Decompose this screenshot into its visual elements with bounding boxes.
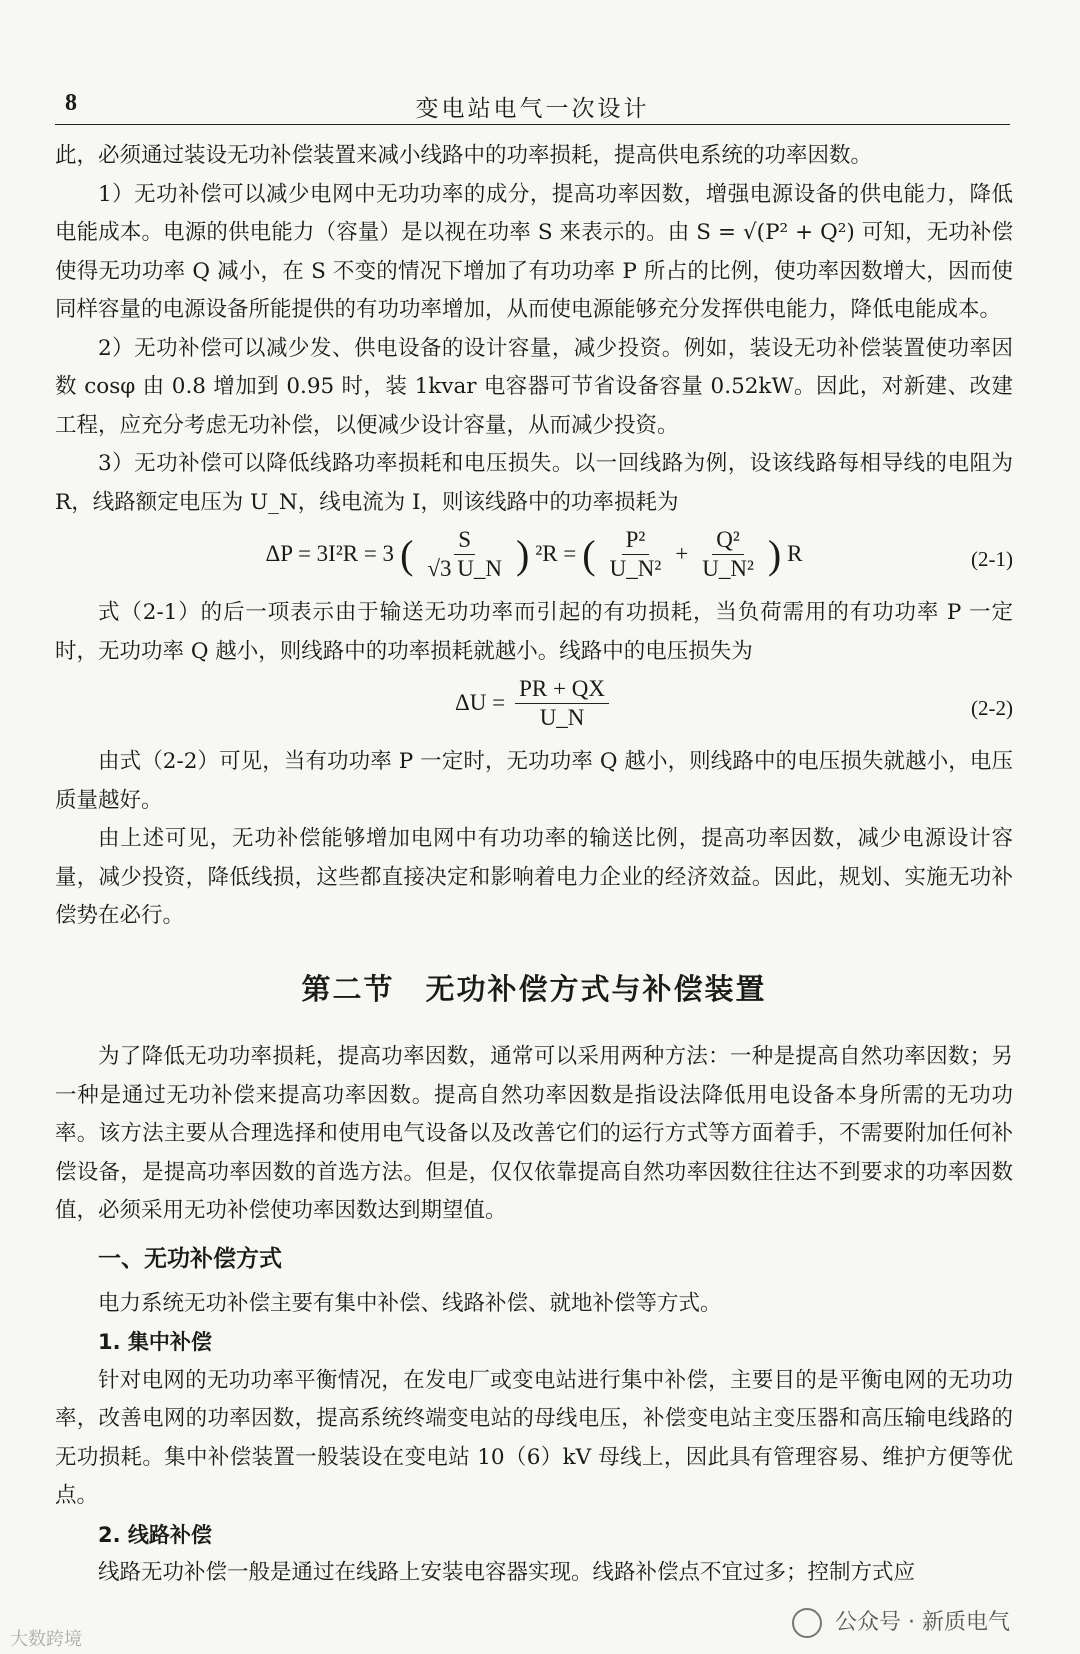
paragraph: 由上述可见，无功补偿能够增加电网中有功功率的输送比例，提高功率因数，减少电源设计容量，减少投资，降低线损，这些都直接决定和影响着电力企业的经济效益。因此，规划、实施无功补偿势在必行。 [55, 826, 1013, 928]
paragraph: 电力系统无功补偿主要有集中补偿、线路补偿、就地补偿等方式。 [98, 1290, 722, 1316]
paren-right: ) [767, 531, 782, 577]
paragraph: 线路无功补偿一般是通过在线路上安装电容器实现。线路补偿点不宜过多；控制方式应 [98, 1560, 916, 1585]
watermark [792, 1605, 1010, 1638]
paragraph: 式（2-1）的后一项表示由于输送无功功率而引起的有功损耗，当负荷需用的有功功率 P 一定时，无功功率 Q 越小，则线路中的功率损耗就越小。线路中的电压损失为 [55, 600, 1013, 664]
fraction-denominator: U_N² [702, 556, 754, 581]
fraction-numerator: Q² [712, 526, 744, 555]
fraction [423, 526, 506, 583]
plus-sign: + [675, 541, 689, 567]
corner-watermark: 大数跨境 [10, 1629, 82, 1650]
paren-right: ) [515, 531, 530, 577]
fraction-numerator: P² [622, 526, 650, 555]
page-number: 8 [65, 90, 77, 116]
page-header [55, 84, 1010, 125]
formula-lhs: ΔU = [455, 690, 506, 716]
item-heading: 2. 线路补偿 [98, 1522, 212, 1547]
formula-2-2 [55, 671, 1013, 743]
item-heading: 1. 集中补偿 [98, 1330, 212, 1354]
paragraph: 2）无功补偿可以减少发、供电设备的设计容量，减少投资。例如，装设无功补偿装置使功率因数 cosφ 由 0.8 增加到 0.95 时，装 1kvar 电容器可节省设备容量 0.52kW。因此，对新建、改建工程，应充分考虑无功补偿，以便减少设计容量，从而减少投资。 [55, 335, 1013, 438]
paragraph: 1）无功补偿可以减少电网中无功功率的成分，提高功率因数，增强电源设备的供电能力，降低电能成本。电源的供电能力（容量）是以视在功率 S 来表示的。由 S = √(P² + Q²) 可知，无功补偿使得无功功率 Q 减小，在 S 不变的情况下增加了有功功率 P 所占的比例，使功率因数增大，因而使同样容量的电源设备所能提供的有功功率增加，从而使电源能够充分发挥供电能力，降低电能成本。 [55, 181, 1013, 322]
paragraph: 针对电网的无功功率平衡情况，在发电厂或变电站进行集中补偿，主要目的是平衡电网的无功功率，改善电网的功率因数，提高系统终端变电站的母线电压，补偿变电站主变压器和高压输电线路的无功损耗。集中补偿装置一般装设在变电站 10（6）kV 母线上，因此具有管理容易、维护方便等优点。 [55, 1367, 1013, 1508]
fraction [606, 526, 666, 583]
formula-mid: ²R = [535, 541, 577, 567]
subheading: 一、无功补偿方式 [98, 1245, 282, 1272]
watermark-text: 公众号 · 新质电气 [835, 1610, 1010, 1635]
body-text [55, 137, 1013, 1593]
fraction-denominator: U_N [539, 705, 585, 730]
paren-left: ( [582, 531, 596, 577]
formula-2-1 [55, 522, 1013, 594]
fraction [698, 526, 758, 583]
wechat-icon [792, 1608, 822, 1638]
formula-lhs: ΔP = 3I²R = 3 [265, 541, 395, 567]
fraction-numerator: PR + QX [515, 675, 609, 704]
section-title: 第二节 无功补偿方式与补偿装置 [301, 971, 767, 1006]
equation-number: (2-1) [971, 547, 1013, 571]
fraction-denominator: U_N² [609, 556, 662, 581]
equation-number: (2-2) [971, 696, 1013, 720]
fraction [515, 675, 609, 732]
fraction-denominator: √3 U_N [427, 556, 502, 581]
paragraph: 由式（2-2）可见，当有功功率 P 一定时，无功功率 Q 越小，则线路中的电压损失就越小，电压质量越好。 [55, 749, 1013, 813]
paragraph: 此，必须通过装设无功补偿装置来减小线路中的功率损耗，提高供电系统的功率因数。 [55, 143, 873, 168]
formula-body [55, 675, 1013, 732]
book-title: 变电站电气一次设计 [415, 96, 650, 122]
formula-body [55, 526, 1013, 583]
paragraph: 为了降低无功功率损耗，提高功率因数，通常可以采用两种方法：一种是提高自然功率因数；另一种是通过无功补偿来提高功率因数。提高自然功率因数是指设法降低用电设备本身所需的无功功率。该方法主要从合理选择和使用电气设备以及改善它们的运行方式等方面着手，不需要附加任何补偿设备，是提高功率因数的首选方法。但是，仅仅依靠提高自然功率因数往往达不到要求的功率因数值，必须采用无功补偿使功率因数达到期望值。 [55, 1044, 1013, 1223]
formula-tail: R [787, 541, 803, 567]
fraction-numerator: S [454, 526, 475, 555]
paren-left: ( [400, 531, 414, 577]
paragraph: 3）无功补偿可以降低线路功率损耗和电压损失。以一回线路为例，设该线路每相导线的电阻为 R，线路额定电压为 U_N，线电流为 I，则该线路中的功率损耗为 [55, 451, 1013, 515]
